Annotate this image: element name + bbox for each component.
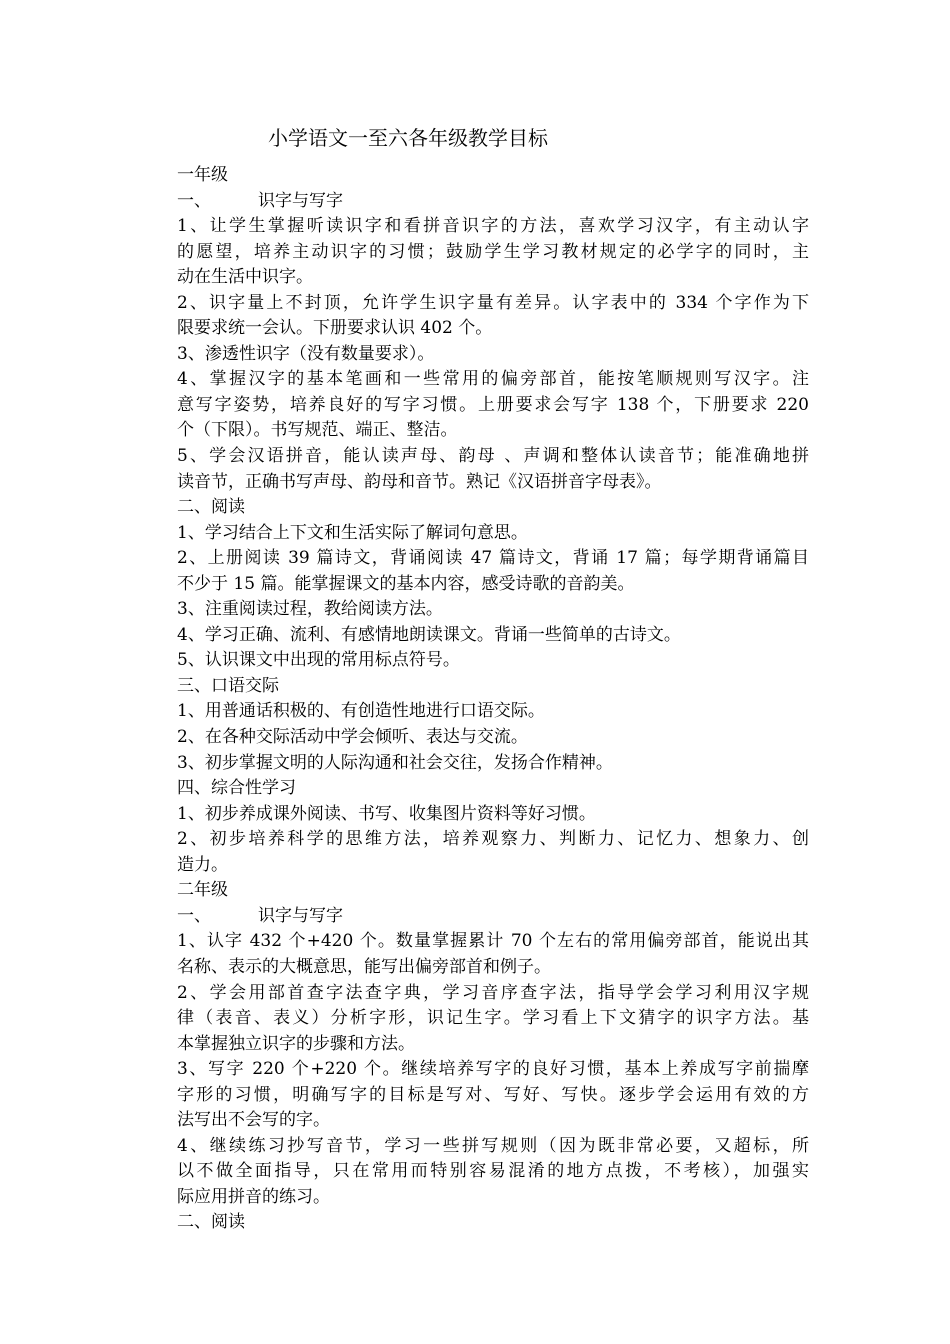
text-line: 字形的习惯，明确写字的目标是写对、写好、写快。逐步学会运用有效的方 [177,1084,809,1105]
text-line: 2、在各种交际活动中学会倾听、表达与交流。 [177,727,528,748]
text-line: 1、学习结合上下文和生活实际了解词句意思。 [177,522,528,543]
text-line: 1、让学生掌握听读识字和看拼音识字的方法，喜欢学习汉字，有主动认字 [177,216,809,237]
text-line: 4、掌握汉字的基本笔画和一些常用的偏旁部首，能按笔顺规则写汉字。注 [177,369,809,390]
document-title: 小学语文一至六各年级教学目标 [268,126,548,150]
text-line: 一、 识字与写字 [177,905,343,926]
text-line: 际应用拼音的练习。 [177,1186,330,1207]
text-line: 4、学习正确、流利、有感情地朗读课文。背诵一些简单的古诗文。 [177,624,681,645]
text-line: 动在生活中识字。 [177,267,313,288]
text-line: 3、初步掌握文明的人际沟通和社会交往，发扬合作精神。 [177,752,613,773]
text-line: 5、学会汉语拼音，能认读声母、韵母 、声调和整体认读音节；能准确地拼 [177,446,809,467]
text-line: 二、阅读 [177,497,245,518]
text-line: 一、 识字与写字 [177,190,343,211]
text-line: 1、用普通话积极的、有创造性地进行口语交际。 [177,701,545,722]
text-line: 本掌握独立识字的步骤和方法。 [177,1033,415,1054]
text-line: 以不做全面指导，只在常用而特别容易混淆的地方点拨，不考核），加强实 [177,1161,809,1182]
text-line: 2、识字量上不封顶，允许学生识字量有差异。认字表中的 334 个字作为下 [177,292,809,313]
text-line: 2、学会用部首查字法查字典，学习音序查字法，指导学会学习利用汉字规 [177,982,809,1003]
text-line: 法写出不会写的字。 [177,1110,330,1131]
text-line: 的愿望，培养主动识字的习惯；鼓励学生学习教材规定的必学字的同时，主 [177,241,809,262]
text-line: 1、认字 432 个+420 个。数量掌握累计 70 个左右的常用偏旁部首，能说出其 [177,931,809,952]
text-line: 意写字姿势，培养良好的写字习惯。上册要求会写字 138 个，下册要求 220 [177,394,809,415]
text-line: 二年级 [177,880,228,901]
text-line: 3、渗透性识字（没有数量要求）。 [177,343,435,364]
text-line: 一年级 [177,165,228,185]
text-line: 三、口语交际 [177,675,279,696]
text-line: 四、综合性学习 [177,778,296,799]
text-line: 3、写字 220 个+220 个。继续培养写字的良好习惯，基本上养成写字前揣摩 [177,1059,809,1080]
text-line: 名称、表示的大概意思，能写出偏旁部首和例子。 [177,956,551,977]
text-line: 1、初步养成课外阅读、书写、收集图片资料等好习惯。 [177,803,596,824]
text-line: 2、初步培养科学的思维方法，培养观察力、判断力、记忆力、想象力、创 [177,829,809,850]
text-line: 4、继续练习抄写音节，学习一些拼写规则（因为既非常必要，又超标，所 [177,1135,809,1156]
text-line: 个（下限）。书写规范、端正、整洁。 [177,420,458,441]
text-line: 造力。 [177,854,228,875]
text-line: 2、上册阅读 39 篇诗文，背诵阅读 47 篇诗文，背诵 17 篇；每学期背诵篇目 [177,548,809,569]
text-line: 二、阅读 [177,1212,245,1233]
text-line: 律（表音、表义）分析字形，识记生字。学习看上下文猜字的识字方法。基 [177,1008,809,1029]
document-body [177,163,809,1236]
text-line: 3、注重阅读过程，教给阅读方法。 [177,599,443,620]
text-line: 5、认识课文中出现的常用标点符号。 [177,650,460,671]
text-line: 不少于 15 篇。能掌握课文的基本内容，感受诗歌的音韵美。 [177,573,635,594]
text-line: 限要求统一会认。下册要求认识 402 个。 [177,318,493,339]
text-line: 读音节，正确书写声母、韵母和音节。熟记《汉语拼音字母表》。 [177,471,662,492]
